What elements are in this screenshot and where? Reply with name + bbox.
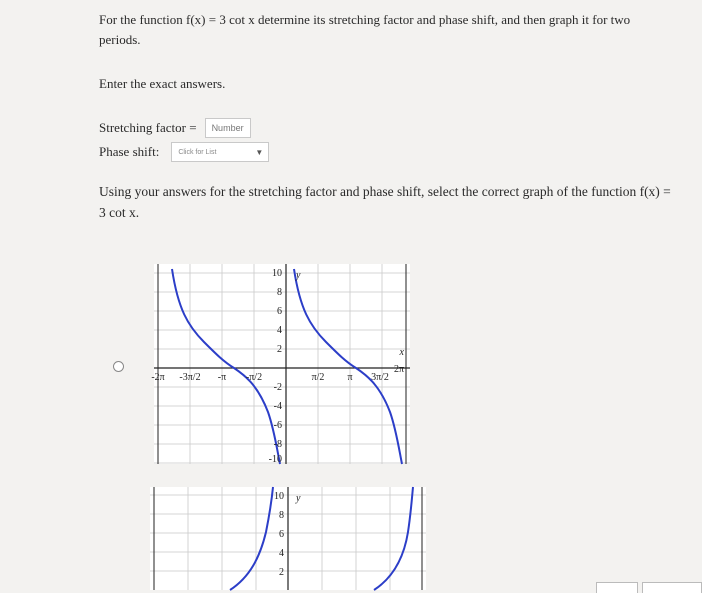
- y-tick-label: 4: [277, 325, 282, 336]
- x-tick-label: -3π/2: [179, 372, 201, 383]
- stretching-factor-row: [99, 118, 251, 138]
- curve-left: [230, 487, 273, 590]
- curve-right: [374, 487, 413, 590]
- y-tick-label: -6: [273, 420, 282, 431]
- graph-prompt: Using your answers for the stretching factor and phase shift, select the correct graph of the function f(x) = 3 cot x.: [99, 184, 671, 220]
- y-tick-label: 6: [279, 529, 284, 540]
- y-tick-label: -2: [273, 382, 282, 393]
- y-tick-labels: [274, 491, 284, 578]
- graph-option-1[interactable]: [151, 264, 410, 465]
- y-tick-label: -10: [268, 454, 282, 465]
- y-tick-label: 4: [279, 548, 284, 559]
- question-prompt: For the function f(x) = 3 cot x determine its stretching factor and phase shift, and then graph it for two periods.: [99, 12, 631, 47]
- grid-lines: [154, 264, 410, 464]
- button-stub[interactable]: [642, 582, 702, 593]
- phase-shift-row: [99, 142, 269, 162]
- x-tick-label: π: [347, 372, 353, 383]
- x-tick-label: -2π: [151, 372, 165, 383]
- phase-shift-label: Phase shift:: [99, 144, 160, 159]
- phase-shift-select[interactable]: [171, 142, 269, 162]
- stretching-factor-label: Stretching factor =: [99, 120, 197, 135]
- x-tick-label: π/2: [311, 372, 325, 383]
- button-stub[interactable]: [596, 582, 638, 593]
- x-tick-label: -π: [217, 372, 227, 383]
- y-tick-label: 8: [277, 287, 282, 298]
- graph-option-radio-1[interactable]: [113, 361, 124, 372]
- stretching-factor-input[interactable]: Number: [205, 118, 251, 138]
- chevron-down-icon: ▼: [255, 148, 264, 157]
- y-tick-label: 10: [274, 491, 284, 502]
- y-tick-label: 6: [277, 306, 282, 317]
- y-tick-label: 2: [277, 344, 282, 355]
- phase-shift-placeholder: Click for List: [178, 149, 217, 156]
- y-tick-label: 10: [272, 268, 282, 279]
- y-tick-label: -8: [273, 439, 282, 450]
- instruction-text: Enter the exact answers.: [99, 76, 226, 91]
- y-axis-label: y: [296, 270, 301, 281]
- x-tick-label: 3π/2: [371, 372, 389, 383]
- curve-left: [172, 269, 280, 464]
- x-axis-label: x: [399, 347, 404, 358]
- x-tick-labels: [151, 364, 404, 383]
- graph-option-2[interactable]: [150, 487, 426, 590]
- x-tick-label: 2π: [393, 364, 405, 375]
- y-tick-label: -4: [273, 401, 282, 412]
- y-axis-label: y: [296, 493, 301, 504]
- y-tick-label: 8: [279, 510, 284, 521]
- curve-right: [294, 269, 405, 464]
- x-tick-label: -π/2: [245, 372, 263, 383]
- y-tick-label: 2: [279, 567, 284, 578]
